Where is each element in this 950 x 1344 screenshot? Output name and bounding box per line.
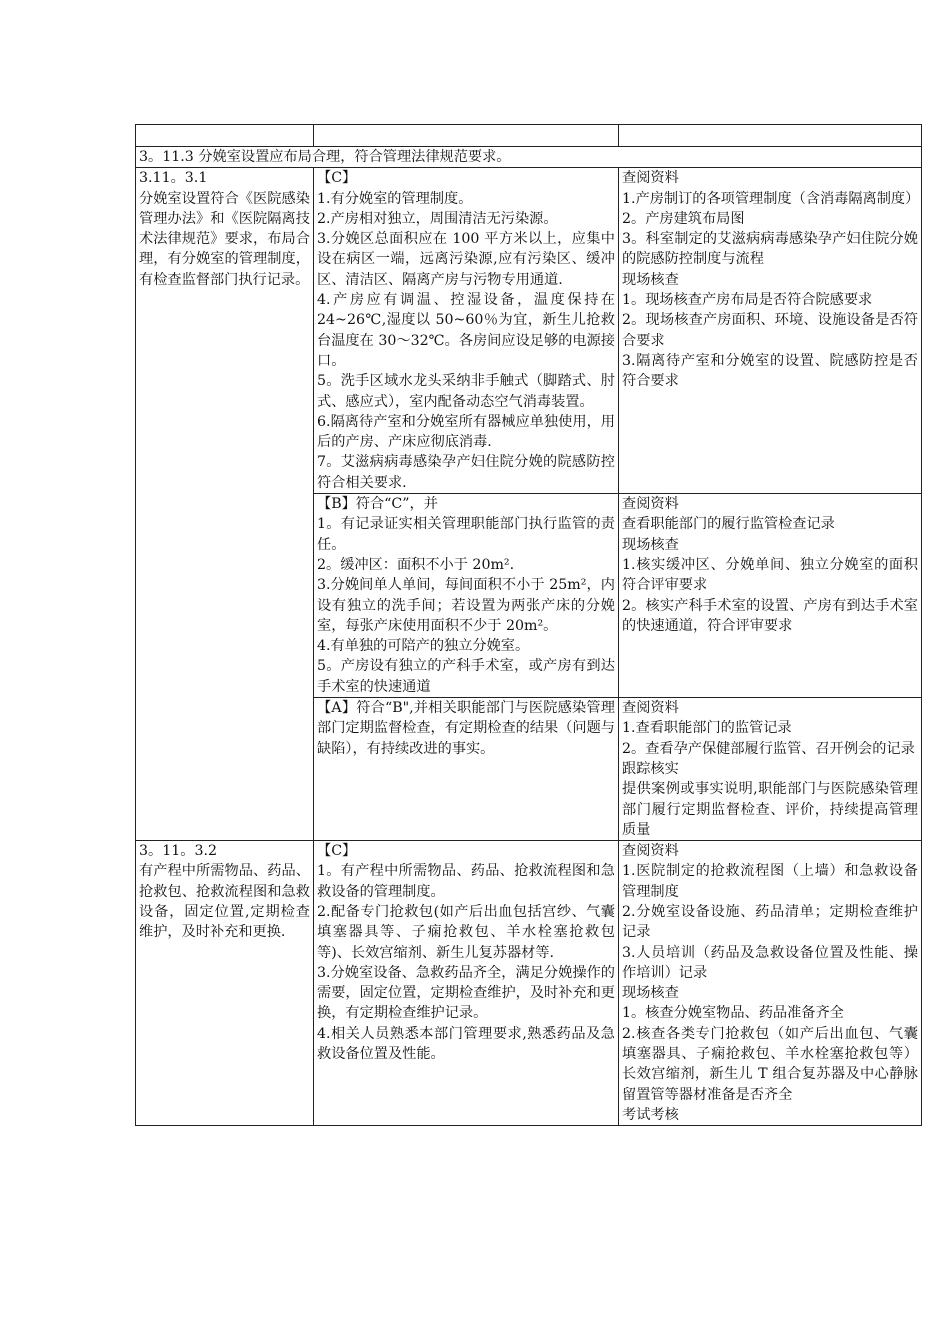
- method-heading: 查阅资料: [622, 843, 679, 860]
- table-row: [136, 168, 922, 494]
- blank-header-row: [136, 125, 922, 147]
- method-cell-c: [619, 168, 922, 494]
- standard-cell-c: [314, 168, 619, 494]
- standard-line: 7。艾滋病病毒感染孕产妇住院分娩的院感防控符合相关要求.: [317, 454, 615, 491]
- method-heading: 查阅资料: [622, 170, 679, 187]
- method-heading: 现场核查: [622, 536, 679, 553]
- standard-line: 5。洗手区域水龙头采纳非手触式（脚踏式、肘式、感应式），室内配备动态空气消毒装置。: [317, 373, 615, 410]
- method-heading: 考试考核: [622, 1106, 679, 1123]
- method-line: 2。核实产科手术室的设置、产房有到达手术室的快速通道，符合评审要求: [622, 597, 918, 634]
- method-line: 查看职能部门的履行监管检查记录: [622, 516, 835, 533]
- standard-line: 1。有记录证实相关管理职能部门执行监管的责任。: [317, 516, 615, 553]
- method-heading: 查阅资料: [622, 496, 679, 513]
- method-line: 3.隔离待产室和分娩室的设置、院感防控是否符合要求: [622, 352, 918, 390]
- standard-line: 4.相关人员熟悉本部门管理要求,熟悉药品及急救设备位置及性能。: [317, 1025, 615, 1063]
- standard-line: 3.分娩间单人单间，每间面积不小于 25m²，内设有独立的洗手间；若设置为两张产床的分娩室，每张产床使用面积不少于 20m²。: [317, 577, 615, 634]
- method-line: 2。查看孕产保健部履行监管、召开例会的记录: [622, 740, 915, 757]
- grade-label: 【C】: [317, 843, 357, 860]
- grade-label: 【B】符合“C”，并: [317, 496, 438, 513]
- method-heading: 现场核查: [622, 271, 679, 288]
- method-line: 2.分娩室设备设施、药品清单；定期检查维护记录: [622, 903, 918, 941]
- standard-cell-b: [314, 494, 619, 698]
- standard-line: 6.隔离待产室和分娩室所有器械应单独使用，用后的产房、产床应彻底消毒.: [317, 413, 615, 451]
- item-number: 3.11。3.1: [139, 170, 208, 187]
- method-line: 2。现场核查产房面积、环境、设施设备是否符合要求: [622, 312, 918, 349]
- standard-line: 4.产房应有调温、控湿设备，温度保持在 24~26℃,湿度以 50~60％为宜，新生儿抢救台温度在 30～32℃。各房间应设足够的电源接口。: [317, 292, 615, 369]
- method-heading: 现场核查: [622, 985, 679, 1002]
- blank-cell: [314, 125, 619, 147]
- standard-line: 3.分娩室设备、急救药品齐全，满足分娩操作的需要，固定位置，定期检查维护，及时补充和更换，有定期检查维护记录。: [317, 964, 615, 1022]
- standard-line: 【A】符合“B",并相关职能部门与医院感染管理部门定期监督检查，有定期检查的结果（问题与缺陷），有持续改进的事实。: [317, 700, 615, 757]
- standard-line: 1。有产程中所需物品、药品、抢救流程图和急救设备的管理制度。: [317, 863, 615, 900]
- item-cell: [136, 168, 314, 841]
- method-cell-c: [619, 841, 922, 1126]
- method-heading: 查阅资料: [622, 700, 679, 717]
- method-cell-b: [619, 494, 922, 698]
- method-line: 2.核查各类专门抢救包（如产后出血包、气囊填塞器具、子痫抢救包、羊水栓塞抢救包等）长效宫缩剂，新生儿 T 组合复苏器及中心静脉留置管等器材准备是否齐全: [622, 1025, 918, 1103]
- method-line: 3。科室制定的艾滋病病毒感染孕产妇住院分娩的院感防控制度与流程: [622, 231, 918, 268]
- section-title: 3。11.3 分娩室设置应布局合理，符合管理法律规范要求。: [136, 147, 922, 168]
- blank-cell: [136, 125, 314, 147]
- method-line: 1.医院制定的抢救流程图（上墙）和急救设备管理制度: [622, 863, 918, 900]
- method-cell-a: [619, 698, 922, 841]
- standards-table: [135, 124, 922, 1126]
- item-description: 分娩室设置符合《医院感染管理办法》和《医院隔离技术法律规范》要求，布局合理，有分娩室的管理制度，有检查监督部门执行记录。: [139, 190, 310, 288]
- item-cell: [136, 841, 314, 1126]
- standard-line: 4.有单独的可陪产的独立分娩室。: [317, 638, 530, 655]
- method-line: 提供案例或事实说明,职能部门与医院感染管理部门履行定期监督检查、评价，持续提高管理质量: [622, 781, 918, 838]
- standard-cell-c: [314, 841, 619, 1126]
- method-line: 3.人员培训（药品及急救设备位置及性能、操作培训）记录: [622, 944, 918, 981]
- section-title-row: [136, 147, 922, 168]
- method-line: 1.产房制订的各项管理制度（含消毒隔离制度）: [622, 190, 920, 207]
- standard-line: 3.分娩区总面积应在 100 平方米以上，应集中设在病区一端，远离污染源,应有污染区、缓冲区、清洁区、隔离产房与污物专用通道.: [317, 231, 615, 288]
- method-line: 1。核查分娩室物品、药品准备齐全: [622, 1005, 844, 1022]
- method-line: 2。产房建筑布局图: [622, 210, 745, 227]
- standard-line: 5。产房设有独立的产科手术室，或产房有到达手术室的快速通道: [317, 658, 615, 695]
- blank-cell: [619, 125, 922, 147]
- method-line: 1.核实缓冲区、分娩单间、独立分娩室的面积符合评审要求: [622, 556, 918, 594]
- method-heading: 跟踪核实: [622, 760, 679, 777]
- standard-line: 2。缓冲区：面积不小于 20m².: [317, 556, 515, 573]
- grade-label: 【C】: [317, 170, 357, 187]
- standard-cell-a: [314, 698, 619, 841]
- item-number: 3。11。3.2: [139, 843, 218, 860]
- standard-line: 2.配备专门抢救包(如产后出血包括宫纱、气囊填塞器具等、子痫抢救包、羊水栓塞抢救包等)、长效宫缩剂、新生儿复苏器材等.: [317, 903, 615, 961]
- standard-line: 2.产房相对独立，周围清洁无污染源。: [317, 210, 558, 227]
- method-line: 1。现场核查产房布局是否符合院感要求: [622, 292, 873, 309]
- item-description: 有产程中所需物品、药品、抢救包、抢救流程图和急救设备，固定位置,定期检查维护，及时补充和更换.: [139, 863, 310, 941]
- method-line: 1.查看职能部门的监管记录: [622, 720, 792, 737]
- standard-line: 1.有分娩室的管理制度。: [317, 190, 473, 207]
- table-row: [136, 841, 922, 1126]
